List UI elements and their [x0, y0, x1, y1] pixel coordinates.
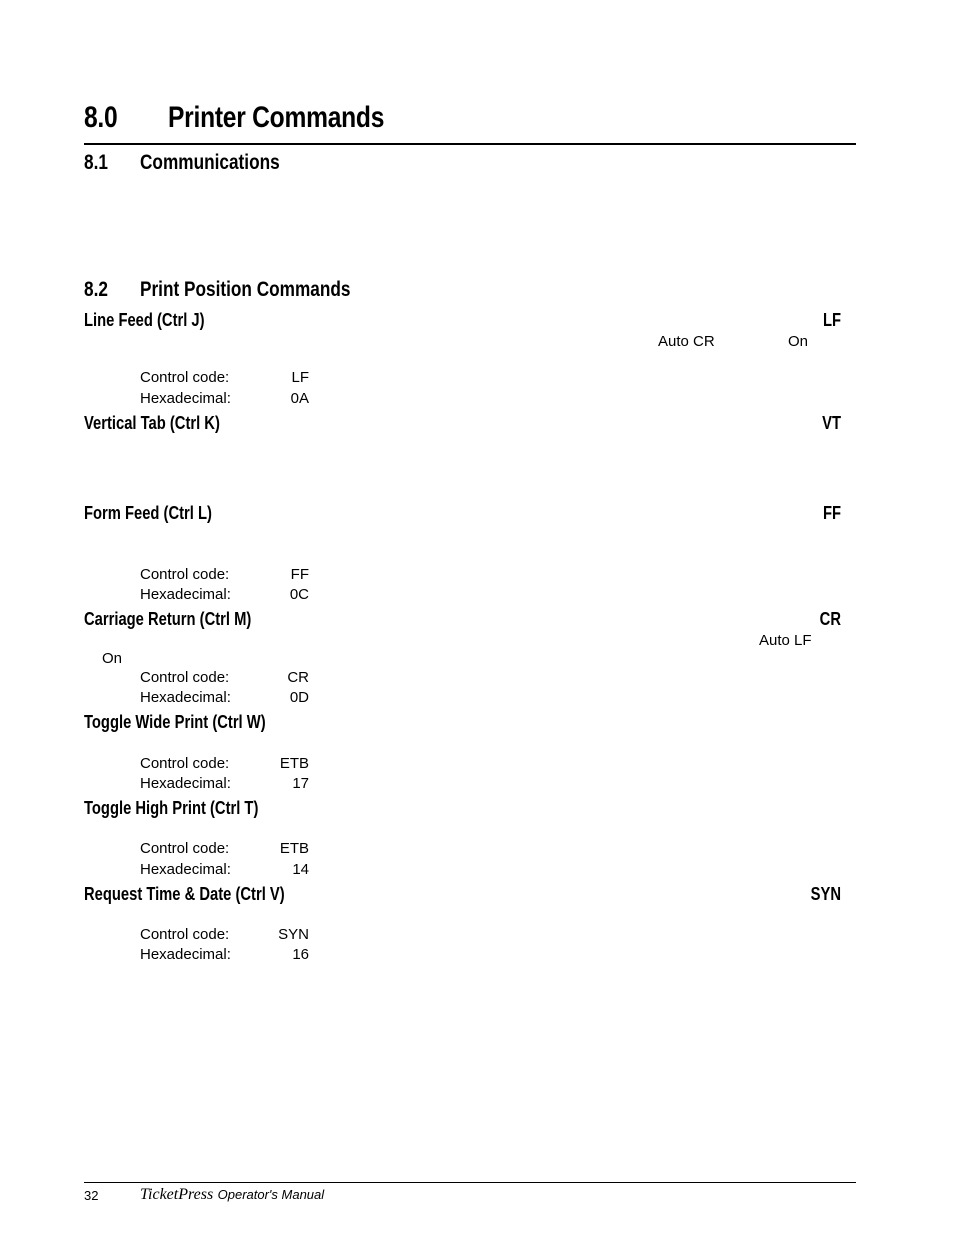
command-code-lf: LF: [822, 310, 841, 330]
page-number: 32: [84, 1188, 99, 1203]
control-code-label: Control code:: [140, 566, 230, 583]
hex-value: 0D: [289, 689, 309, 706]
chapter-rule: [84, 143, 856, 145]
hex-value: 0C: [289, 586, 309, 603]
control-code-label: Control code:: [140, 369, 230, 386]
control-code-value: SYN: [278, 926, 309, 943]
control-code-value: ETB: [279, 840, 309, 857]
command-heading-toggle-high: Toggle High Print (Ctrl T): [84, 798, 259, 818]
hex-label: Hexadecimal:: [140, 775, 231, 792]
command-code-vt: VT: [822, 413, 841, 433]
hex-value: 17: [292, 775, 309, 792]
section-title-communications: Communications: [140, 151, 280, 174]
hex-label: Hexadecimal:: [140, 946, 231, 963]
control-code-value: ETB: [279, 755, 309, 772]
control-code-label: Control code:: [140, 926, 230, 943]
command-heading-request-time-date: Request Time & Date (Ctrl V): [84, 884, 285, 904]
footer-rule: [84, 1182, 856, 1183]
control-code-value: CR: [287, 669, 309, 686]
note-auto-lf: Auto LF: [759, 632, 812, 649]
section-number-8-1: 8.1: [84, 151, 108, 174]
hex-label: Hexadecimal:: [140, 689, 231, 706]
chapter-title: Printer Commands: [168, 101, 385, 134]
control-code-value: FF: [290, 566, 309, 583]
chapter-number: 8.0: [84, 101, 118, 134]
section-title-print-position: Print Position Commands: [140, 278, 351, 301]
note-on: On: [102, 650, 123, 667]
control-code-label: Control code:: [140, 840, 230, 857]
note-on: On: [788, 333, 809, 350]
footer-manual: Operator's Manual: [217, 1187, 325, 1202]
hex-value: 16: [292, 946, 309, 963]
note-auto-cr: Auto CR: [658, 333, 715, 350]
control-code-label: Control code:: [140, 669, 230, 686]
command-heading-line-feed: Line Feed (Ctrl J): [84, 310, 205, 330]
control-code-value: LF: [291, 369, 309, 386]
command-code-cr: CR: [819, 609, 841, 629]
hex-value: 0A: [290, 390, 309, 407]
hex-value: 14: [292, 861, 309, 878]
control-code-label: Control code:: [140, 755, 230, 772]
footer-title: [140, 1186, 324, 1204]
command-heading-form-feed: Form Feed (Ctrl L): [84, 503, 212, 523]
command-heading-vertical-tab: Vertical Tab (Ctrl K): [84, 413, 220, 433]
hex-label: Hexadecimal:: [140, 390, 231, 407]
command-code-syn: SYN: [810, 884, 841, 904]
section-number-8-2: 8.2: [84, 278, 108, 301]
hex-label: Hexadecimal:: [140, 586, 231, 603]
footer-product: TicketPress: [140, 1186, 214, 1203]
command-code-ff: FF: [822, 503, 841, 523]
command-heading-carriage-return: Carriage Return (Ctrl M): [84, 609, 252, 629]
hex-label: Hexadecimal:: [140, 861, 231, 878]
command-heading-toggle-wide: Toggle Wide Print (Ctrl W): [84, 712, 266, 732]
